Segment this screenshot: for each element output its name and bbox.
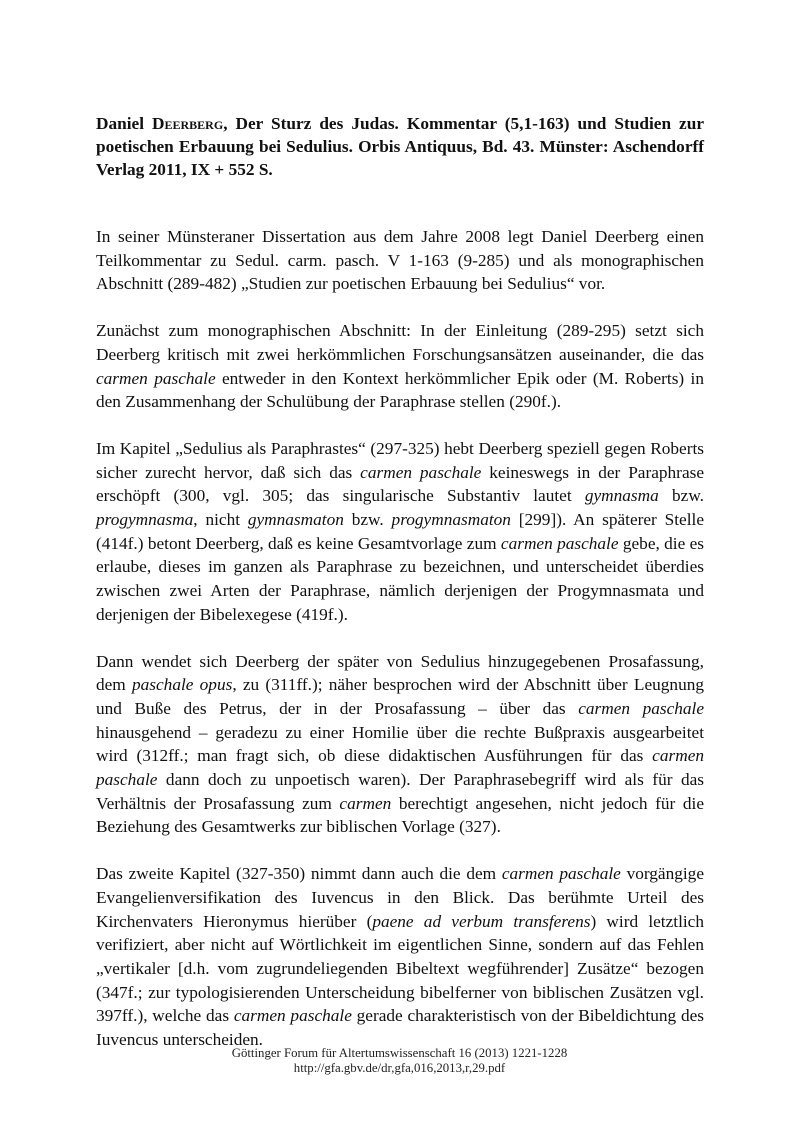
text-run: bzw. (658, 486, 705, 506)
text-run: Das zweite Kapitel (327-350) nimmt dann auch die dem (96, 864, 502, 884)
text-run: , nicht (193, 510, 248, 530)
paragraph-2 (96, 319, 704, 414)
italic-term: carmen paschale (96, 368, 216, 388)
italic-term: progymnasmaton (391, 510, 511, 530)
text-run: vorgängige Evangelienversifikation des Iuvencus in den Blick. Das berühmte Urteil des Kirchenvaters Hieronymus hierüber ( (96, 864, 704, 931)
paragraph-1 (96, 225, 704, 296)
text-run: In seiner Münsteraner Dissertation aus dem Jahre 2008 legt Daniel Deerberg einen Teilkommentar zu Sedul. carm. pasch. V 1-163 (9-285) und als monographischen Abschnitt (289-482) „Studien zur poetischen Erbauung bei Sedulius“ vor. (96, 227, 704, 294)
italic-term: carmen paschale (501, 864, 621, 884)
author-last-name: Deerberg (152, 114, 224, 133)
text-run: keineswegs in der Paraphrase erschöpft (300, vgl. 305; das singularische Substantiv lautet (96, 462, 705, 506)
journal-citation: Göttinger Forum für Altertumswissenschaft 16 (2013) 1221-1228 (231, 1046, 568, 1060)
italic-term: carmen (339, 793, 392, 813)
italic-term: gymnasma (584, 486, 659, 506)
text-run: , zu (311ff.); näher besprochen wird der Abschnitt über Leugnung und Buße des Petrus, der in der Prosafassung – über das (96, 675, 704, 718)
text-run: hinausgehend – geradezu zu einer Homilie über die rechte Bußpraxis ausgearbeitet wird (312ff.; man fragt sich, ob diese didaktischen Ausführungen für das (96, 722, 704, 766)
text-run: bzw. (343, 510, 392, 530)
italic-term: carmen paschale (500, 533, 619, 553)
text-run: dann doch zu unpoetisch waren). Der Paraphrasebegriff wird als für das Verhältnis der Prosafassung zum (96, 770, 704, 813)
author-first-name: Daniel (96, 114, 153, 133)
text-run: Im Kapitel „Sedulius als Paraphrastes“ (297-325) hebt Deerberg speziell gegen Roberts sicher zurecht hervor, daß sich das (96, 438, 704, 482)
italic-term: carmen paschale (578, 698, 704, 718)
italic-term: carmen paschale (360, 462, 482, 482)
italic-term: paschale opus (132, 675, 233, 695)
text-run: ) wird letztlich verifiziert, aber nicht auf Wörtlichkeit im eigentlichen Sinne, sondern auf das Fehlen „vertikaler [d.h. vom zugrundeliegenden Bibeltext wegführender] Zusätze“ bezogen (347f.; zur typologisierenden Unterscheidung bibelferner von biblischen Zusätzen vgl. 397ff.), welche das (96, 911, 704, 1026)
text-run: entweder in den Kontext herkömmlicher Epik oder (M. Roberts) in den Zusammenhang der Schulübung der Paraphrase stellen (290f.). (96, 368, 704, 412)
text-run: Dann wendet sich Deerberg der später von Sedulius hinzugegebenen Prosafassung, dem (96, 651, 704, 695)
text-run: berechtigt angesehen, nicht jedoch für die Beziehung des Gesamtwerks zur biblischen Vorlage (327). (96, 793, 704, 837)
italic-term: progymnasma (96, 510, 194, 530)
article-url: http://gfa.gbv.de/dr,gfa,016,2013,r,29.pdf (293, 1061, 506, 1075)
review-heading (96, 112, 704, 181)
paragraph-5 (96, 862, 704, 1052)
italic-term: carmen paschale (233, 1006, 352, 1026)
paragraph-4 (96, 650, 704, 840)
italic-term: carmen paschale (96, 746, 704, 790)
text-run: gebe, die es erlaube, dieses im ganzen als Paraphrase zu bezeichnen, und unterscheidet überdies zwischen zwei Arten der Paraphrase, nämlich derjenigen der Progymnasmata und derjenigen der Bibelexegese (419f.). (96, 533, 705, 624)
review-page (96, 112, 704, 1052)
paragraph-3 (96, 437, 704, 627)
review-body (96, 225, 704, 1052)
text-run: Zunächst zum monographischen Abschnitt: In der Einleitung (289-295) setzt sich Deerberg kritisch mit zwei herkömmlichen Forschungsansätzen auseinander, die das (96, 321, 704, 364)
page-footer (0, 1046, 799, 1076)
italic-term: paene ad verbum transferens (372, 911, 591, 931)
italic-term: gymnasmaton (247, 510, 344, 530)
text-run: [299]). An späterer Stelle (414f.) betont Deerberg, daß es keine Gesamtvorlage zum (96, 510, 704, 553)
text-run: gerade charakteristisch von der Bibeldichtung des Iuvencus unterscheiden. (96, 1006, 704, 1050)
book-citation: , Der Sturz des Judas. Kommentar (5,1-163) und Studien zur poetischen Erbauung bei Sedulius. Orbis Antiquus, Bd. 43. Münster: Aschendorff Verlag 2011, IX + 552 S. (96, 114, 705, 179)
